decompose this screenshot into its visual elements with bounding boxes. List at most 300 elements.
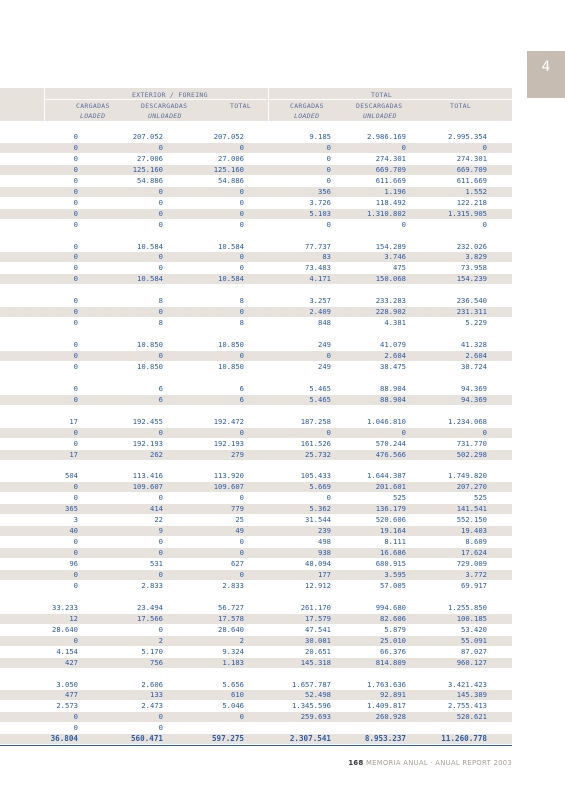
- table-cell: 207.052: [132, 132, 163, 141]
- table-cell: 552.150: [456, 515, 487, 525]
- table-cell: 2: [158, 635, 163, 645]
- table-cell: 0: [73, 307, 78, 317]
- table-cell: 125.160: [213, 164, 244, 174]
- table-row: [0, 417, 512, 427]
- table-row: [0, 362, 512, 372]
- table-cell: 0: [158, 208, 163, 218]
- table-cell: 8: [158, 318, 163, 328]
- col-total-label: TOTAL: [230, 102, 252, 110]
- table-cell: 0: [73, 263, 78, 273]
- table-row: [0, 198, 512, 208]
- table-cell: 31.544: [305, 515, 331, 525]
- table-cell: 0: [73, 274, 78, 284]
- table-cell: 520.621: [456, 712, 487, 722]
- table-row: [0, 154, 512, 164]
- table-cell: 4.154: [56, 646, 78, 656]
- table-row: [0, 165, 512, 175]
- table-cell: 0: [73, 318, 78, 328]
- table-cell: 2: [239, 635, 244, 645]
- table-cell: 19.403: [461, 526, 487, 536]
- table-row: [0, 690, 512, 700]
- table-cell: 0: [326, 219, 331, 229]
- table-cell: 0: [326, 142, 331, 152]
- table-row: [0, 658, 512, 668]
- table-cell: 0: [239, 197, 244, 207]
- totals-divider: [0, 745, 512, 746]
- col-total-loaded-sub: LOADED: [294, 112, 320, 120]
- group-total-label: TOTAL: [371, 91, 393, 99]
- table-cell: 2.833: [141, 580, 163, 590]
- table-cell: 0: [239, 142, 244, 152]
- table-cell: 627: [231, 559, 244, 569]
- table-cell: 274.301: [375, 153, 406, 163]
- table-cell: 88.904: [380, 394, 406, 404]
- table-cell: 0: [239, 307, 244, 317]
- table-cell: 0: [73, 361, 78, 371]
- col-unloaded-sub: UNLOADED: [148, 112, 182, 120]
- table-cell: 2.573: [56, 701, 78, 711]
- table-cell: 848: [318, 318, 331, 328]
- table-cell: 0: [158, 712, 163, 722]
- table-cell: 3.257: [309, 296, 331, 306]
- table-row: [0, 581, 512, 591]
- table-row: [0, 176, 512, 186]
- table-row: [0, 143, 512, 153]
- table-cell: 262: [150, 449, 163, 459]
- group-underline: [269, 99, 512, 100]
- table-cell: 161.526: [300, 438, 331, 448]
- table-cell: 10.850: [137, 361, 163, 371]
- table-cell: 113.920: [213, 471, 244, 481]
- table-cell: 17.579: [305, 613, 331, 623]
- table-cell: 1.234.068: [448, 416, 487, 426]
- table-cell: 12.912: [305, 580, 331, 590]
- table-cell: 57.005: [380, 580, 406, 590]
- chapter-tab: [527, 51, 565, 98]
- page-number: 168: [348, 759, 364, 767]
- table-cell: 109.607: [132, 482, 163, 492]
- table-row: [0, 712, 512, 722]
- table-row: [0, 559, 512, 569]
- table-cell: 504: [65, 471, 78, 481]
- table-cell: 0: [73, 186, 78, 196]
- table-cell: 87.027: [461, 646, 487, 656]
- table-cell: 0: [239, 570, 244, 579]
- table-cell: 33.233: [52, 602, 78, 612]
- table-cell: 8.953.237: [364, 734, 406, 744]
- table-cell: 477: [65, 690, 78, 700]
- table-row: [0, 625, 512, 635]
- table-cell: 5.170: [141, 646, 163, 656]
- table-cell: 4.171: [309, 274, 331, 284]
- table-cell: 83: [322, 252, 331, 262]
- table-row: [0, 570, 512, 580]
- table-cell: 475: [393, 263, 406, 273]
- table-cell: 0: [73, 351, 78, 360]
- table-cell: 0: [239, 712, 244, 722]
- table-cell: 28.640: [218, 624, 244, 634]
- table-cell: 356: [318, 186, 331, 196]
- table-cell: 105.433: [300, 471, 331, 481]
- table-cell: 69.917: [461, 580, 487, 590]
- table-cell: 9.185: [309, 132, 331, 141]
- table-cell: 0: [158, 723, 163, 733]
- table-cell: 236.540: [456, 296, 487, 306]
- table-cell: 756: [150, 657, 163, 667]
- table-cell: 4.381: [384, 318, 406, 328]
- table-cell: 0: [239, 548, 244, 558]
- table-cell: 0: [158, 624, 163, 634]
- table-cell: 94.369: [461, 394, 487, 404]
- table-cell: 73.958: [461, 263, 487, 273]
- table-cell: 274.301: [456, 153, 487, 163]
- table-cell: 25.732: [305, 449, 331, 459]
- col-total-loaded-label: CARGADAS: [290, 102, 324, 110]
- table-cell: 3.772: [465, 570, 487, 579]
- table-row: [0, 701, 512, 711]
- table-cell: 8.609: [465, 537, 487, 547]
- table-cell: 55.091: [461, 635, 487, 645]
- table-cell: 9: [158, 526, 163, 536]
- table-cell: 38.724: [461, 361, 487, 371]
- col-loaded-label: CARGADAS: [76, 102, 110, 110]
- table-cell: 680.915: [375, 559, 406, 569]
- table-cell: 779: [231, 504, 244, 514]
- table-cell: 0: [401, 219, 406, 229]
- table-cell: 77.737: [305, 241, 331, 251]
- table-cell: 6: [158, 383, 163, 393]
- col-total-unloaded-label: DESCARGADAS: [356, 102, 403, 110]
- table-cell: 10.584: [137, 241, 163, 251]
- table-cell: 1.183: [222, 657, 244, 667]
- table-cell: 10.584: [218, 241, 244, 251]
- table-cell: 66.376: [380, 646, 406, 656]
- table-cell: 10.584: [137, 274, 163, 284]
- table-cell: 2.986.169: [367, 132, 406, 141]
- table-cell: 36.804: [50, 734, 78, 744]
- table-cell: 0: [158, 537, 163, 547]
- table-cell: 1.046.810: [367, 416, 406, 426]
- table-cell: 260.928: [375, 712, 406, 722]
- col-total-unloaded-sub: UNLOADED: [363, 112, 397, 120]
- table-cell: 233.283: [375, 296, 406, 306]
- table-cell: 187.258: [300, 416, 331, 426]
- table-cell: 669.709: [456, 164, 487, 174]
- table-cell: 54.886: [218, 175, 244, 185]
- table-cell: 0: [239, 427, 244, 437]
- table-cell: 6: [239, 394, 244, 404]
- table-cell: 6: [239, 383, 244, 393]
- table-cell: 10.584: [218, 274, 244, 284]
- table-cell: 231.311: [456, 307, 487, 317]
- table-cell: 154.239: [456, 274, 487, 284]
- table-row: [0, 318, 512, 328]
- table-cell: 38.475: [380, 361, 406, 371]
- table-cell: 597.275: [211, 734, 244, 744]
- table-cell: 5.669: [309, 482, 331, 492]
- table-cell: 5.362: [309, 504, 331, 514]
- table-cell: 9.324: [222, 646, 244, 656]
- table-cell: 17.566: [137, 613, 163, 623]
- table-cell: 498: [318, 537, 331, 547]
- table-cell: 23.494: [137, 602, 163, 612]
- table-cell: 0: [158, 570, 163, 579]
- table-cell: 0: [73, 580, 78, 590]
- table-cell: 5.229: [465, 318, 487, 328]
- page-footer: [348, 759, 512, 767]
- table-cell: 0: [73, 241, 78, 251]
- table-cell: 259.693: [300, 712, 331, 722]
- table-row: [0, 209, 512, 219]
- table-cell: 28.640: [52, 624, 78, 634]
- table-cell: 414: [150, 504, 163, 514]
- table-cell: 1.345.596: [292, 701, 331, 711]
- table-cell: 0: [239, 493, 244, 503]
- table-cell: 48.094: [305, 559, 331, 569]
- table-cell: 0: [73, 132, 78, 141]
- table-cell: 10.850: [218, 361, 244, 371]
- table-row: [0, 428, 512, 438]
- table-row: [0, 603, 512, 613]
- table-row: [0, 723, 512, 733]
- table-cell: 476.566: [375, 449, 406, 459]
- table-row: [0, 548, 512, 558]
- table-cell: 0: [73, 394, 78, 404]
- table-cell: 8.111: [384, 537, 406, 547]
- table-cell: 938: [318, 548, 331, 558]
- table-cell: 0: [239, 208, 244, 218]
- table-cell: 2.833: [222, 580, 244, 590]
- table-cell: 531: [150, 559, 163, 569]
- table-row: [0, 636, 512, 646]
- table-row: [0, 132, 512, 142]
- header-separator: [44, 88, 45, 121]
- table-cell: 249: [318, 361, 331, 371]
- table-cell: 192.472: [213, 416, 244, 426]
- table-cell: 232.026: [456, 241, 487, 251]
- table-cell: 27.006: [218, 153, 244, 163]
- table-cell: 3.595: [384, 570, 406, 579]
- table-cell: 0: [73, 427, 78, 437]
- table-row: [0, 526, 512, 536]
- table-cell: 5.879: [384, 624, 406, 634]
- table-cell: 228.902: [375, 307, 406, 317]
- table-cell: 41.328: [461, 340, 487, 350]
- table-cell: 177: [318, 570, 331, 579]
- table-cell: 2.409: [309, 307, 331, 317]
- table-cell: 0: [73, 208, 78, 218]
- table-cell: 0: [326, 153, 331, 163]
- table-cell: 1.310.802: [367, 208, 406, 218]
- table-cell: 3.050: [56, 679, 78, 689]
- table-cell: 10.850: [137, 340, 163, 350]
- table-cell: 0: [73, 197, 78, 207]
- table-cell: 731.770: [456, 438, 487, 448]
- table-cell: 207.052: [213, 132, 244, 141]
- table-cell: 0: [239, 263, 244, 273]
- table-cell: 814.809: [375, 657, 406, 667]
- table-cell: 427: [65, 657, 78, 667]
- table-cell: 729.009: [456, 559, 487, 569]
- table-cell: 249: [318, 340, 331, 350]
- table-cell: 611.669: [456, 175, 487, 185]
- table-cell: 53.420: [461, 624, 487, 634]
- col-unloaded-label: DESCARGADAS: [141, 102, 188, 110]
- table-cell: 0: [73, 164, 78, 174]
- table-cell: 47.541: [305, 624, 331, 634]
- totals-row: [0, 734, 512, 744]
- table-cell: 56.727: [218, 602, 244, 612]
- table-cell: 40: [69, 526, 78, 536]
- table-cell: 960.127: [456, 657, 487, 667]
- table-cell: 17: [69, 416, 78, 426]
- table-cell: 54.886: [137, 175, 163, 185]
- table-cell: 8: [239, 318, 244, 328]
- table-cell: 154.289: [375, 241, 406, 251]
- table-cell: 3.726: [309, 197, 331, 207]
- table-cell: 133: [150, 690, 163, 700]
- table-row: [0, 537, 512, 547]
- table-cell: 2.307.541: [289, 734, 331, 744]
- table-cell: 0: [73, 340, 78, 350]
- table-cell: 0: [158, 142, 163, 152]
- table-row: [0, 680, 512, 690]
- table-cell: 125.160: [132, 164, 163, 174]
- table-cell: 0: [158, 197, 163, 207]
- table-cell: 279: [231, 449, 244, 459]
- table-cell: 0: [73, 570, 78, 579]
- table-cell: 118.492: [375, 197, 406, 207]
- table-cell: 0: [73, 438, 78, 448]
- table-row: [0, 242, 512, 252]
- table-row: [0, 252, 512, 262]
- chapter-number: 4: [541, 59, 551, 75]
- table-cell: 0: [326, 427, 331, 437]
- table-cell: 239: [318, 526, 331, 536]
- table-cell: 0: [73, 142, 78, 152]
- table-cell: 669.709: [375, 164, 406, 174]
- table-row: [0, 647, 512, 657]
- table-cell: 25.010: [380, 635, 406, 645]
- table-cell: 2.606: [141, 679, 163, 689]
- table-cell: 3.746: [384, 252, 406, 262]
- table-cell: 2.473: [141, 701, 163, 711]
- table-cell: 560.471: [130, 734, 163, 744]
- table-cell: 17.624: [461, 548, 487, 558]
- table-cell: 207.270: [456, 482, 487, 492]
- table-row: [0, 220, 512, 230]
- table-cell: 0: [482, 219, 487, 229]
- table-cell: 1.409.817: [367, 701, 406, 711]
- table-row: [0, 439, 512, 449]
- table-cell: 192.193: [132, 438, 163, 448]
- table-cell: 0: [158, 219, 163, 229]
- table-row: [0, 493, 512, 503]
- table-cell: 25: [235, 515, 244, 525]
- table-cell: 0: [482, 427, 487, 437]
- table-cell: 145.318: [300, 657, 331, 667]
- table-cell: 0: [73, 153, 78, 163]
- table-cell: 261.170: [300, 602, 331, 612]
- table-cell: 3.421.423: [448, 679, 487, 689]
- table-row: [0, 471, 512, 481]
- table-row: [0, 482, 512, 492]
- table-cell: 365: [65, 504, 78, 514]
- table-cell: 30.081: [305, 635, 331, 645]
- table-cell: 0: [158, 186, 163, 196]
- group-exterior-label: EXTERIOR / FOREING: [132, 91, 208, 99]
- table-cell: 41.079: [380, 340, 406, 350]
- table-cell: 1.315.905: [448, 208, 487, 218]
- table-cell: 0: [158, 493, 163, 503]
- table-cell: 0: [158, 263, 163, 273]
- table-cell: 136.179: [375, 504, 406, 514]
- table-cell: 0: [73, 219, 78, 229]
- table-cell: 10.850: [218, 340, 244, 350]
- table-row: [0, 296, 512, 306]
- table-cell: 150.068: [375, 274, 406, 284]
- table-row: [0, 614, 512, 624]
- table-row: [0, 187, 512, 197]
- table-cell: 1.552: [465, 186, 487, 196]
- table-cell: 520.606: [375, 515, 406, 525]
- table-cell: 0: [73, 635, 78, 645]
- table-cell: 1.749.820: [448, 471, 487, 481]
- table-cell: 0: [73, 493, 78, 503]
- table-cell: 0: [158, 252, 163, 262]
- table-cell: 17: [69, 449, 78, 459]
- table-cell: 0: [401, 142, 406, 152]
- table-cell: 11.260.778: [441, 734, 487, 744]
- table-cell: 8: [239, 296, 244, 306]
- table-cell: 5.103: [309, 208, 331, 218]
- table-cell: 0: [326, 175, 331, 185]
- table-cell: 96: [69, 559, 78, 569]
- table-cell: 1.196: [384, 186, 406, 196]
- table-cell: 994.680: [375, 602, 406, 612]
- table-cell: 3.829: [465, 252, 487, 262]
- table-cell: 52.498: [305, 690, 331, 700]
- table-cell: 0: [401, 427, 406, 437]
- header-separator: [268, 88, 269, 121]
- table-cell: 49: [235, 526, 244, 536]
- table-cell: 17.578: [218, 613, 244, 623]
- table-row: [0, 450, 512, 460]
- table-cell: 201.601: [375, 482, 406, 492]
- table-cell: 611.669: [375, 175, 406, 185]
- table-cell: 100.185: [456, 613, 487, 623]
- table-cell: 0: [73, 723, 78, 733]
- table-cell: 1.255.850: [448, 602, 487, 612]
- table-cell: 0: [239, 252, 244, 262]
- table-cell: 20.651: [305, 646, 331, 656]
- table-row: [0, 307, 512, 317]
- table-cell: 0: [73, 712, 78, 722]
- footer-text: MEMORIA ANUAL · ANUAL REPORT 2003: [365, 759, 512, 767]
- table-cell: 0: [158, 351, 163, 360]
- table-cell: 525: [474, 493, 487, 503]
- table-row: [0, 395, 512, 405]
- table-cell: 2.604: [384, 351, 406, 360]
- table-row: [0, 515, 512, 525]
- table-cell: 0: [73, 548, 78, 558]
- table-cell: 0: [73, 252, 78, 262]
- table-cell: 192.193: [213, 438, 244, 448]
- col-grand-total-label: TOTAL: [450, 102, 472, 110]
- table-cell: 22: [154, 515, 163, 525]
- table-cell: 92.891: [380, 690, 406, 700]
- table-cell: 0: [239, 351, 244, 360]
